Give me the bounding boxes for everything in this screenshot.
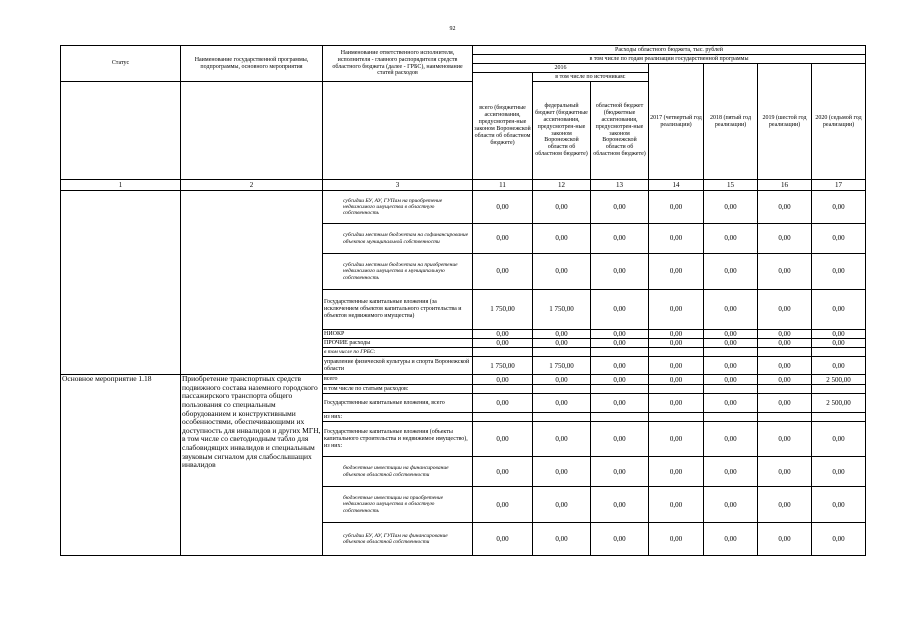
col-index: 14 [649, 180, 704, 191]
cell-value: 0,00 [533, 394, 591, 413]
row-label: субсидии местным бюджетам на приобретение недвижимого имущества в муниципальную собственность [323, 254, 473, 290]
cell-value: 0,00 [812, 457, 866, 487]
cell-value: 0,00 [473, 394, 533, 413]
cell-value: 0,00 [812, 523, 866, 556]
table-row [61, 375, 866, 385]
cell-value: 1 750,00 [533, 290, 591, 330]
header-regional: областной бюджет (бюджетные ассигнования, предусмотрен-ные законом Воронежской области об областном бюджете) [591, 82, 649, 180]
cell-value: 0,00 [473, 422, 533, 457]
row-label: субсидии БУ, АУ, ГУПам на финансирование объектов областной собственности [323, 523, 473, 556]
cell-value: 0,00 [758, 457, 812, 487]
header-by-years: в том числе по годам реализации государственной программы [473, 55, 866, 64]
cell-value: 0,00 [473, 457, 533, 487]
cell-value: 0,00 [704, 375, 758, 385]
cell-value: 0,00 [473, 330, 533, 339]
cell-value: 0,00 [591, 487, 649, 523]
row-label: субсидии БУ, АУ, ГУПам на приобретение недвижимого имущества в областную собственность [323, 191, 473, 224]
header-total: всего (бюджетные ассигнования, предусмотрен-ные законом Воронежской области об областном бюджете) [473, 73, 533, 180]
cell-value: 0,00 [812, 357, 866, 375]
cell-value: 0,00 [591, 375, 649, 385]
cell-value: 0,00 [812, 254, 866, 290]
status-cell: Основное мероприятие 1.18 [61, 375, 181, 556]
row-label: из них: [323, 413, 473, 422]
cell-value: 0,00 [758, 254, 812, 290]
row-label: всего [323, 375, 473, 385]
header-2017: 2017 (четвертый год реализации) [649, 64, 704, 180]
cell-value: 0,00 [758, 422, 812, 457]
cell-value: 0,00 [812, 191, 866, 224]
cell-value: 0,00 [533, 330, 591, 339]
cell-value: 0,00 [591, 394, 649, 413]
cell-value: 0,00 [533, 487, 591, 523]
cell-value: 0,00 [704, 523, 758, 556]
header-executor-cont [323, 82, 473, 180]
cell-value: 0,00 [649, 224, 704, 254]
cell-value: 0,00 [649, 330, 704, 339]
row-label: субсидии местным бюджетам на софинансирование объектов муниципальной собственности [323, 224, 473, 254]
col-index: 16 [758, 180, 812, 191]
col-index: 11 [473, 180, 533, 191]
row-label: бюджетные инвестиции на финансирование объектов областной собственности [323, 457, 473, 487]
cell-value: 0,00 [591, 339, 649, 348]
cell-value: 1 750,00 [473, 357, 533, 375]
cell-value: 0,00 [758, 394, 812, 413]
row-label: управление физической культуры и спорта Воронежской области [323, 357, 473, 375]
page-number: 92 [449, 26, 456, 32]
cell-value: 0,00 [812, 422, 866, 457]
cell-value: 0,00 [758, 487, 812, 523]
cell-value: 0,00 [473, 339, 533, 348]
cell-value: 0,00 [758, 375, 812, 385]
cell-value: 0,00 [533, 422, 591, 457]
header-program: Наименование государственной программы, подпрограммы, основного мероприятия [181, 46, 323, 82]
cell-value: 0,00 [758, 357, 812, 375]
cell-value: 0,00 [649, 191, 704, 224]
cell-value: 1 750,00 [473, 290, 533, 330]
cell-value: 0,00 [533, 339, 591, 348]
status-cell-empty [61, 191, 181, 375]
cell-value: 0,00 [812, 290, 866, 330]
cell-value: 0,00 [758, 339, 812, 348]
cell-value: 0,00 [473, 191, 533, 224]
cell-value: 0,00 [704, 394, 758, 413]
cell-value: 0,00 [649, 357, 704, 375]
row-label: НИОКР [323, 330, 473, 339]
col-index: 1 [61, 180, 181, 191]
cell-value: 0,00 [758, 330, 812, 339]
program-cell-empty [181, 191, 323, 375]
cell-value: 0,00 [704, 357, 758, 375]
cell-value: 0,00 [649, 487, 704, 523]
cell-value: 0,00 [533, 191, 591, 224]
cell-value: 0,00 [704, 457, 758, 487]
header-sources: в том числе по источникам: [533, 73, 649, 82]
cell-value: 2 500,00 [812, 375, 866, 385]
cell-value: 0,00 [649, 339, 704, 348]
cell-value: 0,00 [649, 254, 704, 290]
cell-value: 0,00 [704, 290, 758, 330]
table-row [61, 191, 866, 224]
cell-value: 0,00 [533, 523, 591, 556]
cell-value: 0,00 [704, 339, 758, 348]
cell-value: 2 500,00 [812, 394, 866, 413]
cell-value: 0,00 [473, 224, 533, 254]
cell-value: 0,00 [812, 487, 866, 523]
cell-value: 0,00 [591, 422, 649, 457]
cell-value: 0,00 [704, 330, 758, 339]
cell-value: 0,00 [758, 224, 812, 254]
cell-value: 0,00 [473, 523, 533, 556]
cell-value: 0,00 [704, 254, 758, 290]
cell-value: 0,00 [473, 254, 533, 290]
cell-value: 0,00 [591, 457, 649, 487]
cell-value: 0,00 [758, 191, 812, 224]
col-index: 2 [181, 180, 323, 191]
header-federal: федеральный бюджет (бюджетные ассигнования, предусмотрен-ные законом Воронежской области об областном бюджете) [533, 82, 591, 180]
header-program-cont [181, 82, 323, 180]
row-label: в том числе по статьям расходов: [323, 385, 473, 394]
cell-value: 0,00 [649, 290, 704, 330]
cell-value: 0,00 [591, 330, 649, 339]
header-2018: 2018 (пятый год реализации) [704, 64, 758, 180]
cell-value: 0,00 [533, 375, 591, 385]
col-index: 3 [323, 180, 473, 191]
cell-value: 0,00 [591, 523, 649, 556]
cell-value: 0,00 [591, 224, 649, 254]
header-2020: 2020 (седьмой год реализации) [812, 64, 866, 180]
cell-value: 0,00 [591, 290, 649, 330]
header-status: Статус [61, 46, 181, 82]
header-status-cont [61, 82, 181, 180]
col-index: 15 [704, 180, 758, 191]
cell-value: 0,00 [533, 254, 591, 290]
row-label: Государственные капитальные вложения (объекты капитального строительства и недвижимое имущество), из них: [323, 422, 473, 457]
col-index: 13 [591, 180, 649, 191]
row-label: Государственные капитальные вложения, всего [323, 394, 473, 413]
cell-value: 1 750,00 [533, 357, 591, 375]
cell-value: 0,00 [812, 330, 866, 339]
cell-value: 0,00 [758, 290, 812, 330]
cell-value: 0,00 [591, 191, 649, 224]
cell-value: 0,00 [704, 191, 758, 224]
cell-value: 0,00 [533, 457, 591, 487]
cell-value: 0,00 [649, 422, 704, 457]
cell-value: 0,00 [704, 487, 758, 523]
row-label: ПРОЧИЕ расходы [323, 339, 473, 348]
cell-value: 0,00 [812, 224, 866, 254]
cell-value: 0,00 [758, 523, 812, 556]
cell-value: 0,00 [649, 375, 704, 385]
cell-value: 0,00 [649, 457, 704, 487]
cell-value: 0,00 [812, 339, 866, 348]
cell-value: 0,00 [473, 487, 533, 523]
header-executor: Наименование ответственного исполнителя, исполнителя - главного распорядителя средств областного бюджета (далее - ГРБС), наименование статей расходов [323, 46, 473, 82]
col-index: 17 [812, 180, 866, 191]
budget-table [60, 45, 866, 556]
cell-value: 0,00 [649, 523, 704, 556]
cell-value: 0,00 [704, 224, 758, 254]
row-label: Государственные капитальные вложения (за исключением объектов капитального строительства и объектов недвижимого имущества) [323, 290, 473, 330]
col-index: 12 [533, 180, 591, 191]
header-expenses: Расходы областного бюджета, тыс. рублей [473, 46, 866, 55]
row-label: в том числе по ГРБС: [323, 348, 473, 357]
cell-value: 0,00 [473, 375, 533, 385]
cell-value: 0,00 [591, 254, 649, 290]
header-2019: 2019 (шестой год реализации) [758, 64, 812, 180]
program-cell: Приобретение транспортных средств подвижного состава наземного городского пассажирского транспорта общего пользования со специальным оборудованием и конструктивными особенностями, обеспечивающими их доступность для инвалидов и других МГН, в том числе со светодиодным табло для слабовидящих инвалидов и специальным звуковым сигналом для слабослышащих инвалидов [181, 375, 323, 556]
cell-value: 0,00 [649, 394, 704, 413]
cell-value: 0,00 [533, 224, 591, 254]
header-year-2016: 2016 [473, 64, 649, 73]
cell-value: 0,00 [704, 422, 758, 457]
column-index-row [61, 180, 866, 191]
row-label: бюджетные инвестиции на приобретение недвижимого имущества в областную собственность [323, 487, 473, 523]
cell-value: 0,00 [591, 357, 649, 375]
